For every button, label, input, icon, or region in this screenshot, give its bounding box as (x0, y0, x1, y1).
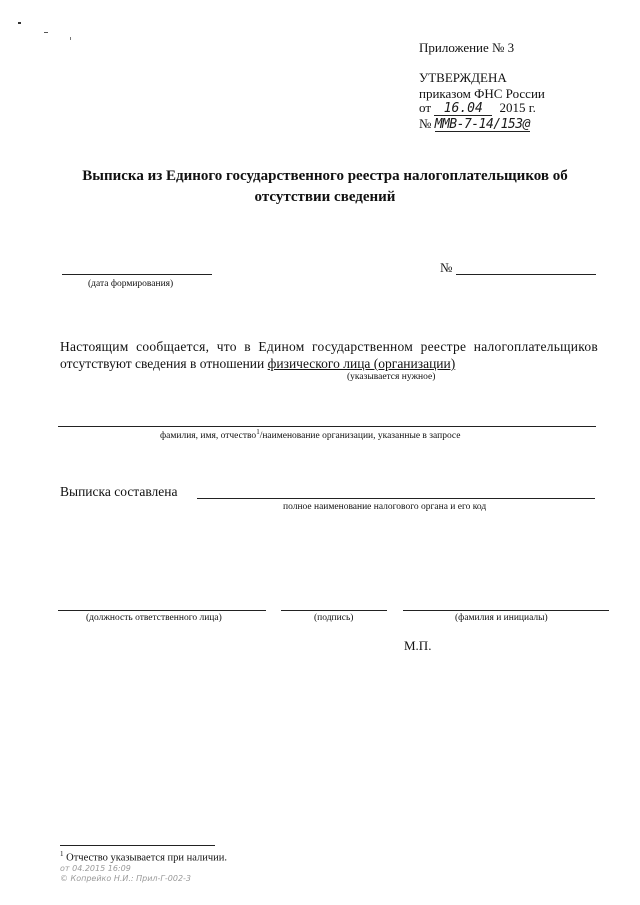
body-entity-type: физического лица (организации) (267, 356, 456, 371)
scan-speck (18, 22, 21, 24)
compiled-field-line (197, 498, 595, 499)
scan-speck (70, 37, 71, 40)
footnote-text: Отчество указывается при наличии. (66, 852, 228, 864)
footnote-separator (60, 845, 215, 846)
seal-placeholder: М.П. (404, 638, 432, 653)
footnote-marker: 1 (60, 850, 64, 858)
name-caption-after: /наименование организации, указанные в запросе (259, 431, 461, 442)
approval-number-prefix: № (419, 116, 432, 131)
name-field-line (58, 426, 596, 427)
compiled-label: Выписка составлена (60, 484, 178, 499)
date-field-line (62, 274, 212, 275)
approval-year: 2015 г. (499, 100, 536, 115)
signature-field-line (281, 610, 387, 611)
approval-date-row (419, 100, 536, 116)
footnote (60, 850, 227, 864)
approval-date-handwritten: 16.04 (434, 102, 492, 116)
approval-order: приказом ФНС России (419, 86, 545, 101)
approval-number-handwritten: ММВ-7-14/153@ (434, 117, 530, 132)
document-title (40, 166, 610, 208)
appendix-label: Приложение № 3 (419, 40, 515, 55)
footnote-ref: 1 (256, 428, 260, 436)
number-label: № (440, 260, 453, 275)
body-paragraph (60, 338, 598, 372)
position-caption: (должность ответственного лица) (86, 613, 222, 623)
body-line-2-prefix: отсутствуют сведения в отношении (60, 356, 268, 371)
approval-from-prefix: от (419, 100, 432, 115)
fax-stamp-line-2: © Копрейко Н.И.: Прил-Г-002-3 (60, 874, 192, 883)
signature-caption: (подпись) (314, 613, 354, 623)
body-hint: (указывается нужное) (347, 372, 436, 382)
compiled-caption: полное наименование налогового органа и его код (283, 502, 487, 512)
name-caption-before: фамилия, имя, отчество (160, 431, 257, 442)
approval-number-row (419, 116, 530, 132)
body-line-2 (60, 355, 598, 372)
position-field-line (58, 610, 266, 611)
name-caption (160, 428, 461, 441)
document-title-line-1: Выписка из Единого государственного реестра налогоплательщиков об (82, 168, 568, 184)
body-line-1: Настоящим сообщается, что в Едином государственном реестре налогоплательщиков (60, 339, 598, 354)
fullname-field-line (403, 610, 609, 611)
approval-title: УТВЕРЖДЕНА (419, 70, 507, 85)
number-field-line (456, 274, 596, 275)
fullname-caption: (фамилия и инициалы) (455, 613, 548, 623)
document-title-line-2: отсутствии сведений (254, 189, 396, 205)
date-caption: (дата формирования) (88, 279, 174, 289)
fax-stamp-line-1: от 04.2015 16:09 (60, 864, 131, 873)
scan-speck (44, 32, 48, 33)
